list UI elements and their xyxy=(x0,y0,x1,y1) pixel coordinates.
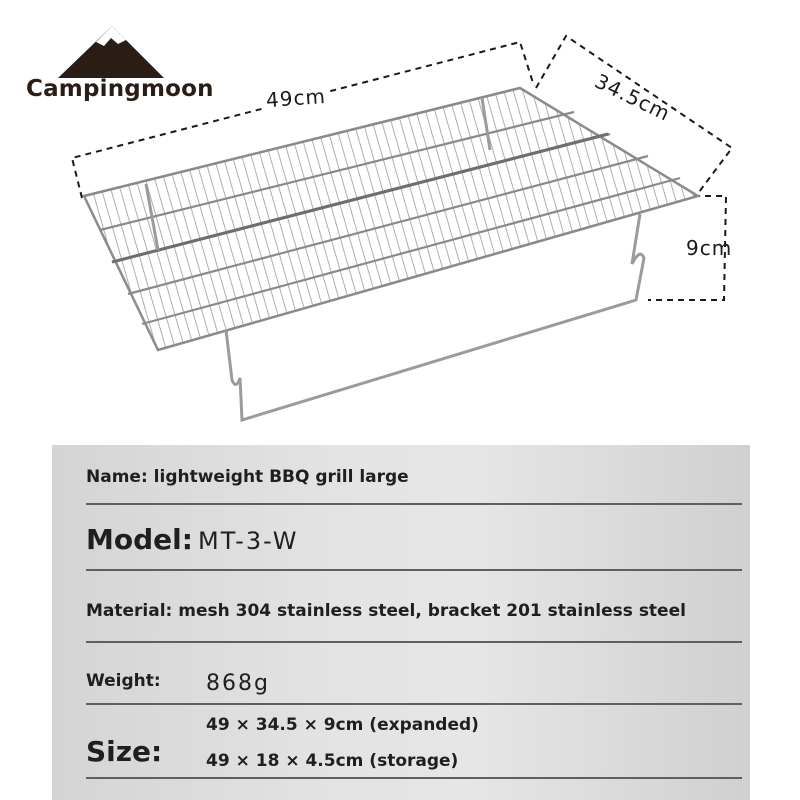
spec-size-storage: 49 × 18 × 4.5cm (storage) xyxy=(206,751,459,771)
spec-row-material xyxy=(86,571,742,643)
depth-dimension-label: 34.5cm xyxy=(591,68,675,126)
height-dimension-label: 9cm xyxy=(686,236,733,260)
spec-name-text: Name: lightweight BBQ grill large xyxy=(86,467,409,487)
brand-name: Campingmoon xyxy=(26,76,214,102)
spec-row-name xyxy=(86,457,742,505)
spec-panel xyxy=(52,445,750,800)
spec-model-value: MT-3-W xyxy=(198,527,299,555)
spec-weight-label: Weight: xyxy=(86,671,161,691)
spec-row-weight xyxy=(86,643,742,705)
spec-size-label: Size: xyxy=(86,735,163,768)
spec-weight-value: 868g xyxy=(206,671,270,696)
spec-row-model xyxy=(86,505,742,571)
spec-size-expanded: 49 × 34.5 × 9cm (expanded) xyxy=(206,715,479,735)
spec-model-label: Model: xyxy=(86,523,193,556)
spec-material-text: Material: mesh 304 stainless steel, bracket 201 stainless steel xyxy=(86,601,686,621)
spec-row-size xyxy=(86,705,742,779)
width-dimension-label: 49cm xyxy=(261,84,330,113)
